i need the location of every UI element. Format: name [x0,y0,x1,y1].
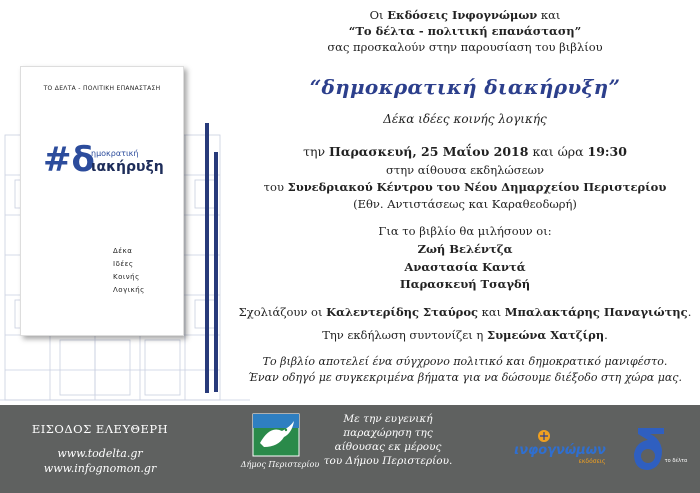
delta-logo-text: το δέλτα [664,458,688,464]
dimos-signature: Δήμος Περιστερίου [240,460,320,469]
cover-list-item: Ιδέες [113,260,134,268]
cover-list-item: Δέκα [113,247,133,255]
intro-line-1: Οι Εκδόσεις Ινφογνώμων και [369,8,561,22]
event-date-line: την Παρασκευή, 25 Μαΐου 2018 και ώρα 19:30 [303,144,627,159]
book-title: “δημοκρατική διακήρυξη” [309,75,621,99]
cover-list [113,245,145,297]
website-link-infognomon[interactable]: www.infognomon.gr [43,462,157,475]
book-cover [20,66,184,336]
cover-list-item: Λογικής [113,286,145,294]
dimos-peristeriou-dove-logo [252,413,300,457]
moderator-line: Την εκδήλωση συντονίζει η Συμεώνα Χατζίρη. [322,328,608,342]
venue-line-1: στην αίθουσα εκδηλώσεων [386,163,544,177]
courtesy-text: Με την ευγενική παραχώρηση της αίθουσας εκ μέρους του Δήμου Περιστερίου. [323,413,453,467]
intro-line-2: “Το δέλτα - πολιτική επανάσταση” [348,24,582,38]
infognomon-logo [510,428,610,468]
venue-line-3: (Εθν. Αντιστάσεως και Καραθεοδωρή) [353,197,577,211]
description-line-2: Έναν οδηγό με συγκεκριμένα βήματα για να δώσουμε διέξοδο στη χώρα μας. [248,371,682,384]
commentators-line: Σχολιάζουν οι Καλεντερίδης Σταύρος και Μπαλακτάρης Παναγιώτης. [238,305,692,319]
website-link-todelta[interactable]: www.todelta.gr [57,447,143,460]
intro-line-3: σας προσκαλούν στην παρουσίαση του βιβλίου [327,40,603,54]
to-delta-logo [630,424,690,476]
infognomon-logo-sub: εκδόσεις [578,458,606,465]
decorative-bar-right [214,152,218,392]
cover-top-text: ΤΟ ΔΕΛΤΑ - ΠΟΛΙΤΙΚΗ ΕΠΑΝΑΣΤΑΣΗ [43,85,161,92]
free-entry-text: ΕΙΣΟΔΟΣ ΕΛΕΥΘΕΡΗ [31,422,169,436]
speaker-name: Παρασκευή Τσαγδή [399,277,531,291]
speaker-name: Ζωή Βελέντζα [417,242,513,256]
cover-word-small: ημοκρατική [91,149,139,158]
decorative-bar-left [205,123,209,393]
cover-hash-delta: #δ [43,140,95,180]
cover-list-item: Κοινής [113,273,140,281]
speaker-name: Αναστασία Καντά [404,260,526,274]
infognomon-logo-text: ινφογνώμων [514,443,606,458]
speakers-heading: Για το βιβλίο θα μιλήσουν οι: [378,224,552,238]
cover-word-big: ιακήρυξη [91,159,164,175]
book-subtitle: Δέκα ιδέες κοινής λογικής [383,112,547,126]
venue-line-2: του Συνεδριακού Κέντρου του Νέου Δημαρχείου Περιστερίου [263,180,667,194]
description-line-1: Το βιβλίο αποτελεί ένα σύγχρονο πολιτικό και δημοκρατικό μανιφέστο. [262,355,668,368]
